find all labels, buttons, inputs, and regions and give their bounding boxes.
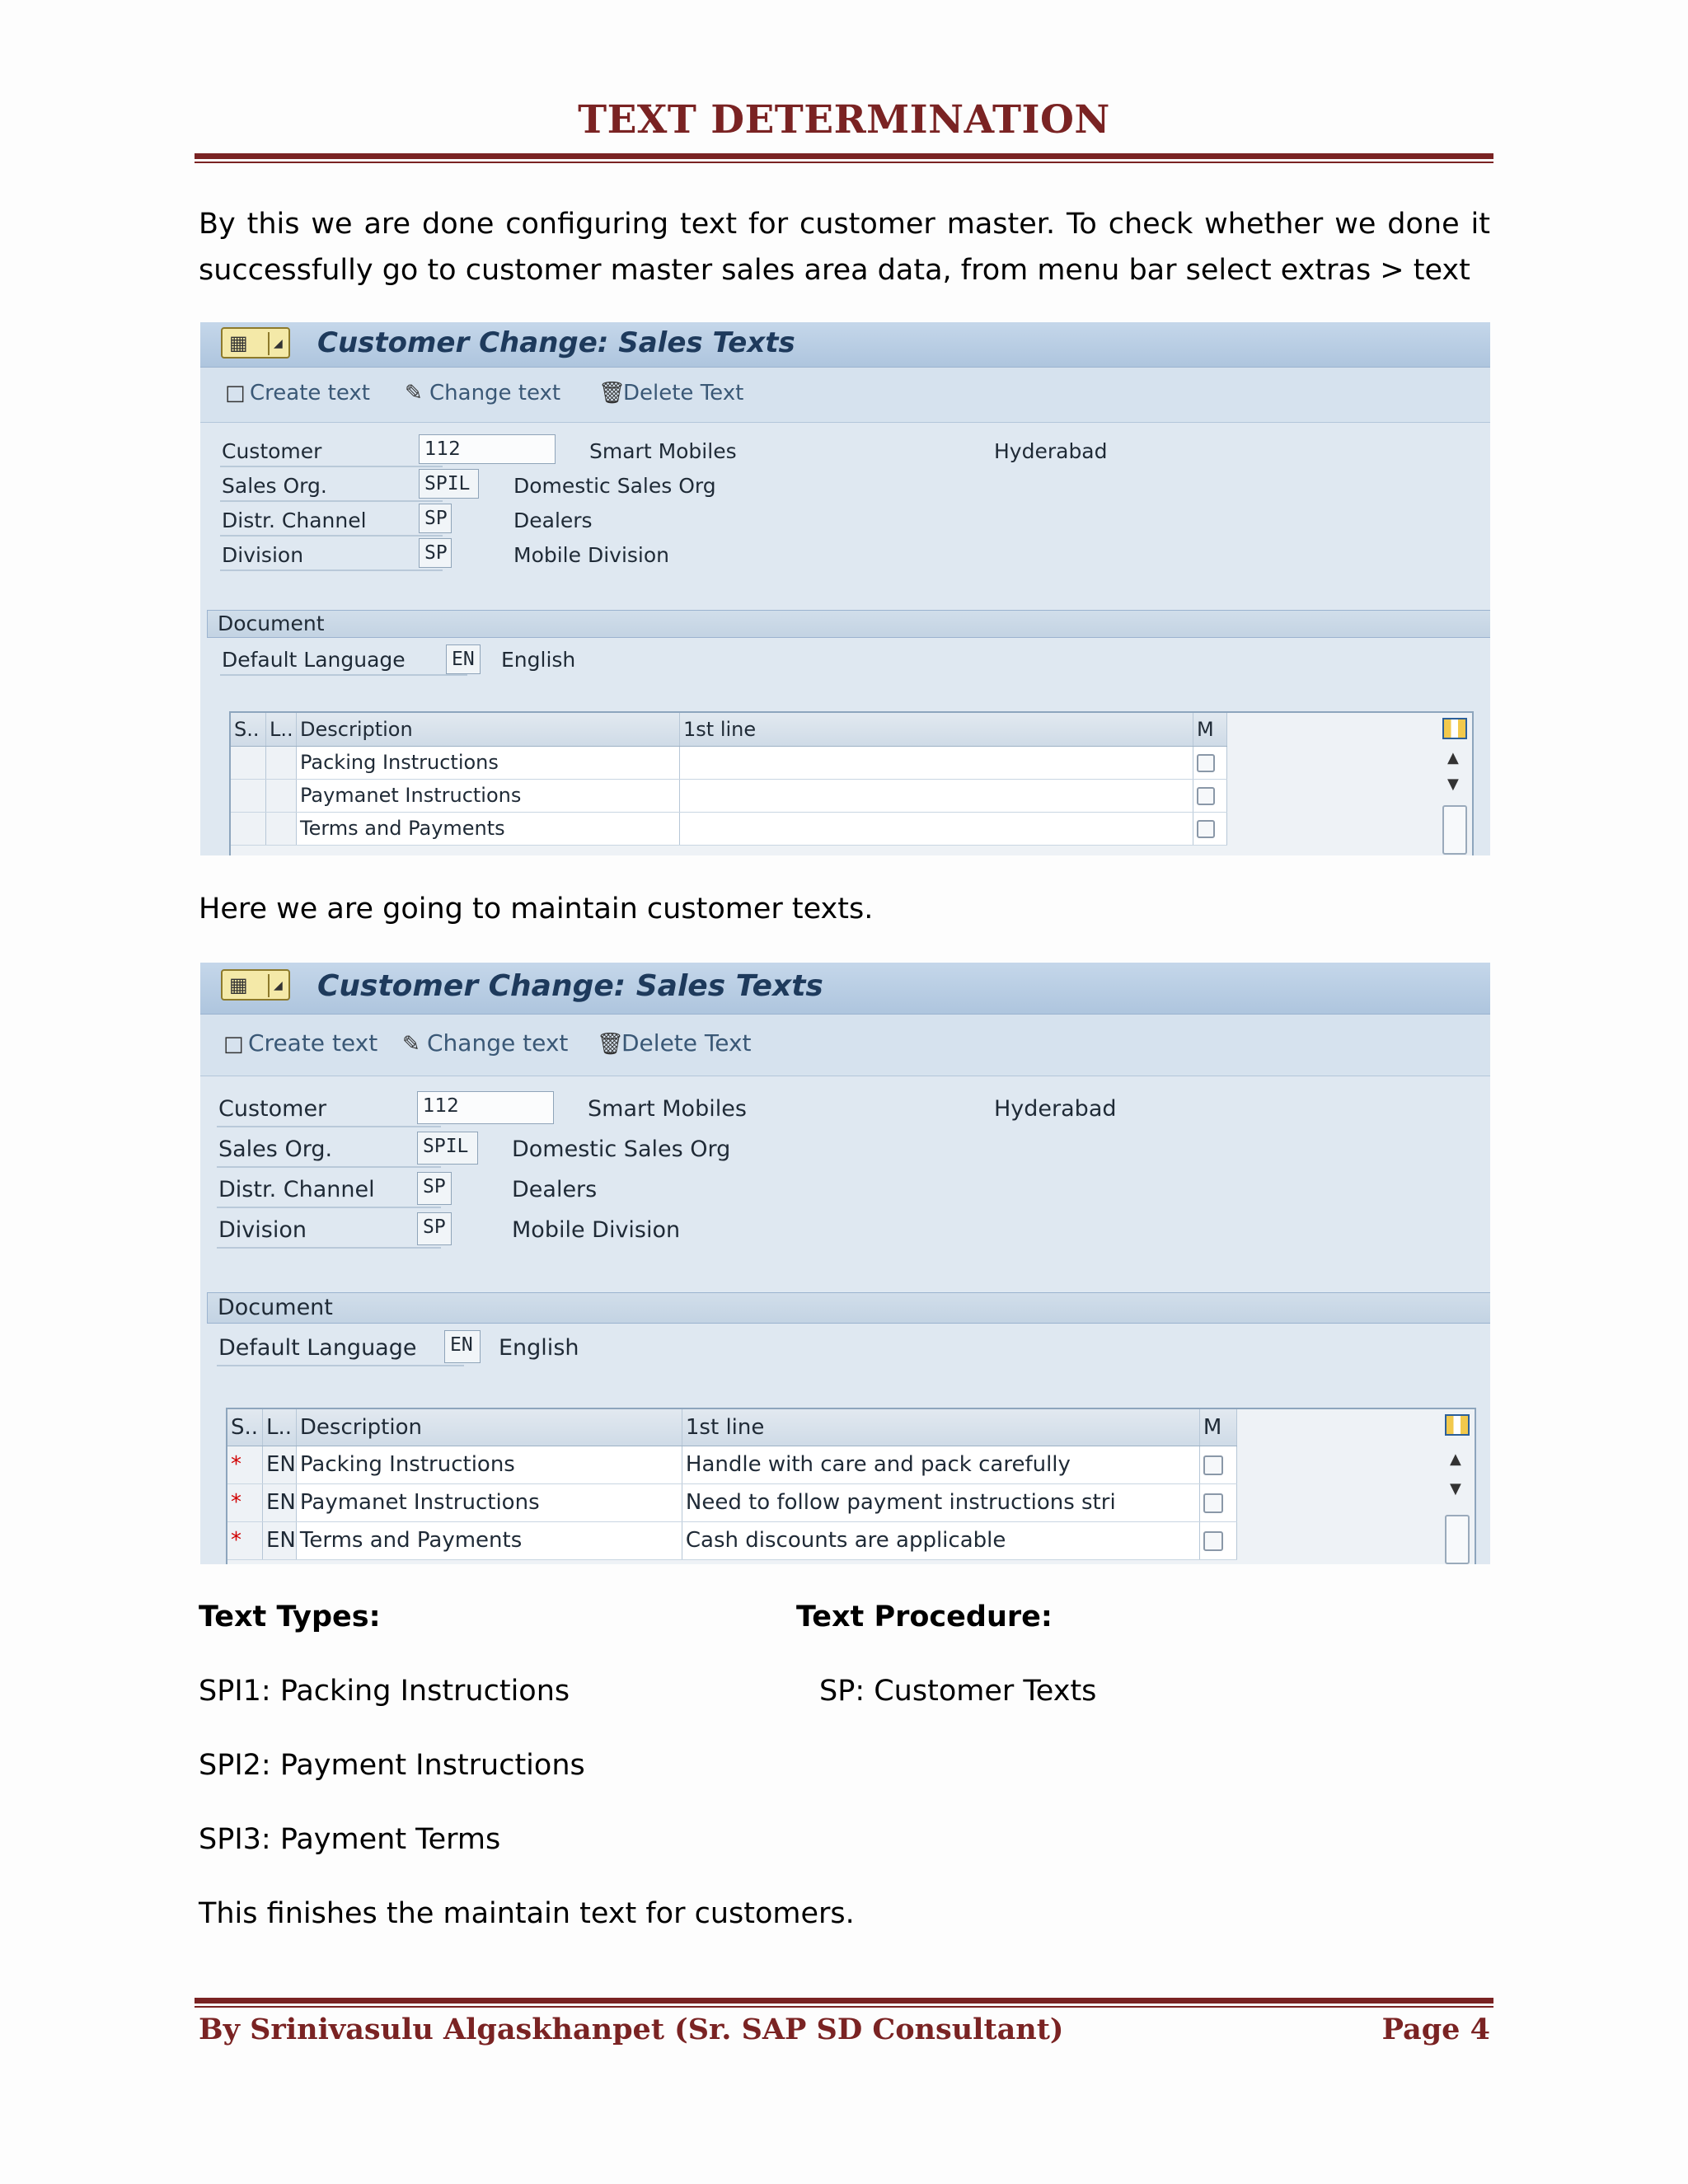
table-row[interactable] <box>231 779 1227 812</box>
texts-table <box>229 711 1474 855</box>
description-cell: Packing Instructions <box>297 746 680 779</box>
table-settings-icon[interactable] <box>1445 1414 1470 1436</box>
sales-org-name: Domestic Sales Org <box>513 474 716 498</box>
text-procedure-heading: Text Procedure: <box>796 1601 1053 1633</box>
scroll-thumb[interactable] <box>1442 805 1467 855</box>
language-cell: EN <box>263 1446 297 1483</box>
intro-paragraph: By this we are done configuring text for customer master. To check whether we done it successfully go to customer master sales area data, from menu bar select extras > text <box>199 208 1490 287</box>
row-selector[interactable] <box>231 812 266 845</box>
scroll-up-icon[interactable]: ▲ <box>1447 749 1459 766</box>
table-settings-icon[interactable] <box>1442 718 1467 739</box>
system-menu-button[interactable] <box>221 969 290 1001</box>
scroll-thumb[interactable] <box>1445 1515 1470 1564</box>
text-procedure-item: SP: Customer Texts <box>819 1675 1097 1708</box>
header-rule <box>195 153 1493 159</box>
customer-name: Smart Mobiles <box>589 439 737 463</box>
language-field[interactable]: EN <box>446 644 481 674</box>
menu-icon: ▦ <box>229 973 248 996</box>
first-line-cell[interactable]: Need to follow payment instructions stri <box>682 1483 1199 1521</box>
table-row[interactable] <box>227 1521 1236 1559</box>
m-checkbox[interactable] <box>1197 787 1215 805</box>
sap-screenshot-1 <box>200 322 1490 855</box>
trash-icon: 🗑 <box>597 1032 625 1057</box>
customer-label: Customer <box>222 439 322 463</box>
footer-author: By Srinivasulu Algaskhanpet (Sr. SAP SD Consultant) <box>199 2013 1064 2046</box>
screen-title: Customer Change: Sales Texts <box>317 969 823 1003</box>
description-cell: Terms and Payments <box>296 1521 682 1559</box>
edit-icon: ✎ <box>405 381 423 405</box>
language-field[interactable]: EN <box>444 1330 481 1363</box>
col-header-s[interactable]: S.. <box>227 1409 263 1446</box>
first-line-cell[interactable] <box>680 812 1193 845</box>
first-line-cell[interactable] <box>680 746 1193 779</box>
distr-channel-field[interactable]: SP <box>417 1172 452 1205</box>
edit-icon: ✎ <box>402 1032 420 1057</box>
required-indicator[interactable]: * <box>227 1521 263 1559</box>
page-number: Page 4 <box>1381 2013 1490 2046</box>
new-document-icon: □ <box>223 1032 244 1057</box>
title-bar <box>200 322 1490 368</box>
first-line-cell[interactable]: Handle with care and pack carefully <box>682 1446 1199 1483</box>
closing-paragraph: This finishes the maintain text for customers. <box>199 1897 855 1930</box>
table-row[interactable] <box>231 746 1227 779</box>
dropdown-arrow-icon: ◢ <box>274 979 283 992</box>
document-group-header: Document <box>207 1292 1490 1324</box>
language-name: English <box>501 648 576 672</box>
texts-table <box>226 1408 1476 1564</box>
description-cell: Paymanet Instructions <box>296 1483 682 1521</box>
application-toolbar <box>200 1015 1490 1076</box>
m-checkbox[interactable] <box>1203 1455 1223 1475</box>
distr-channel-label: Distr. Channel <box>218 1177 375 1202</box>
col-header-first-line[interactable]: 1st line <box>682 1409 1199 1446</box>
division-field[interactable]: SP <box>417 1212 452 1245</box>
dropdown-arrow-icon: ◢ <box>274 337 283 350</box>
table-row[interactable] <box>227 1446 1236 1483</box>
between-paragraph: Here we are going to maintain customer texts. <box>199 893 874 926</box>
footer-rule-thin <box>195 2006 1493 2008</box>
system-menu-button[interactable] <box>221 327 290 359</box>
col-header-m[interactable]: M <box>1193 713 1227 746</box>
col-header-s[interactable]: S.. <box>231 713 266 746</box>
col-header-description[interactable]: Description <box>297 713 680 746</box>
division-field[interactable]: SP <box>419 538 452 568</box>
m-checkbox[interactable] <box>1203 1531 1223 1551</box>
sales-org-label: Sales Org. <box>222 474 327 498</box>
distr-channel-label: Distr. Channel <box>222 509 367 532</box>
description-cell: Terms and Payments <box>297 812 680 845</box>
col-header-first-line[interactable]: 1st line <box>680 713 1193 746</box>
division-name: Mobile Division <box>513 543 670 567</box>
col-header-m[interactable]: M <box>1199 1409 1236 1446</box>
document-group-header: Document <box>207 610 1490 638</box>
division-label: Division <box>222 543 304 567</box>
customer-field[interactable]: 112 <box>419 434 556 464</box>
division-label: Division <box>218 1217 307 1243</box>
language-cell: EN <box>263 1483 297 1521</box>
new-document-icon: □ <box>225 381 246 405</box>
footer-rule <box>195 1998 1493 2004</box>
sales-org-label: Sales Org. <box>218 1137 333 1162</box>
application-toolbar <box>200 368 1490 423</box>
scroll-up-icon[interactable]: ▲ <box>1450 1451 1461 1468</box>
delete-text-button[interactable]: 🗑Delete Text <box>598 381 744 405</box>
first-line-cell[interactable] <box>680 779 1193 812</box>
col-header-description[interactable]: Description <box>296 1409 682 1446</box>
m-checkbox[interactable] <box>1203 1493 1223 1513</box>
language-name: English <box>499 1335 579 1361</box>
text-type-item: SPI3: Payment Terms <box>199 1823 501 1856</box>
required-indicator[interactable]: * <box>227 1446 263 1483</box>
sales-org-field[interactable]: SPIL <box>417 1132 478 1165</box>
table-row[interactable] <box>231 812 1227 845</box>
row-selector[interactable] <box>231 746 266 779</box>
change-text-button[interactable]: ✎ Change text <box>402 1029 569 1057</box>
title-bar <box>200 963 1490 1015</box>
customer-field[interactable]: 112 <box>417 1091 554 1124</box>
scroll-down-icon[interactable]: ▼ <box>1450 1480 1461 1497</box>
required-indicator[interactable]: * <box>227 1483 263 1521</box>
create-text-button[interactable]: □ Create text <box>223 1029 378 1057</box>
row-selector[interactable] <box>231 779 266 812</box>
text-types-heading: Text Types: <box>199 1601 381 1633</box>
customer-name: Smart Mobiles <box>588 1096 747 1122</box>
change-text-button[interactable]: ✎ Change text <box>405 381 561 405</box>
description-cell: Packing Instructions <box>296 1446 682 1483</box>
page-title: TEXT DETERMINATION <box>578 97 1110 143</box>
delete-text-button[interactable]: 🗑Delete Text <box>597 1029 752 1057</box>
scroll-down-icon[interactable]: ▼ <box>1447 776 1459 793</box>
create-text-button[interactable]: □ Create text <box>225 381 370 405</box>
screen-title: Customer Change: Sales Texts <box>317 326 795 359</box>
first-line-cell[interactable]: Cash discounts are applicable <box>682 1521 1199 1559</box>
m-checkbox[interactable] <box>1197 820 1215 838</box>
table-scrollbar[interactable] <box>1439 713 1472 855</box>
distr-channel-name: Dealers <box>513 509 593 532</box>
table-row[interactable] <box>227 1483 1236 1521</box>
language-cell: EN <box>263 1521 297 1559</box>
distr-channel-name: Dealers <box>512 1177 598 1202</box>
sap-screenshot-2 <box>200 963 1490 1564</box>
trash-icon: 🗑 <box>598 381 626 405</box>
m-checkbox[interactable] <box>1197 754 1215 772</box>
division-name: Mobile Division <box>512 1217 681 1243</box>
menu-icon: ▦ <box>229 331 248 354</box>
description-cell: Paymanet Instructions <box>297 779 680 812</box>
text-type-item: SPI1: Packing Instructions <box>199 1675 570 1708</box>
sales-org-name: Domestic Sales Org <box>512 1137 731 1162</box>
sales-org-field[interactable]: SPIL <box>419 469 479 499</box>
distr-channel-field[interactable]: SP <box>419 504 452 533</box>
customer-label: Customer <box>218 1096 327 1122</box>
customer-city: Hyderabad <box>994 439 1108 463</box>
table-scrollbar[interactable] <box>1442 1409 1475 1564</box>
customer-city: Hyderabad <box>994 1096 1117 1122</box>
default-language-label: Default Language <box>218 1335 417 1361</box>
text-type-item: SPI2: Payment Instructions <box>199 1749 585 1782</box>
col-header-l[interactable]: L.. <box>263 1409 297 1446</box>
default-language-label: Default Language <box>222 648 406 672</box>
col-header-l[interactable]: L.. <box>266 713 297 746</box>
header-rule-thin <box>195 162 1493 163</box>
